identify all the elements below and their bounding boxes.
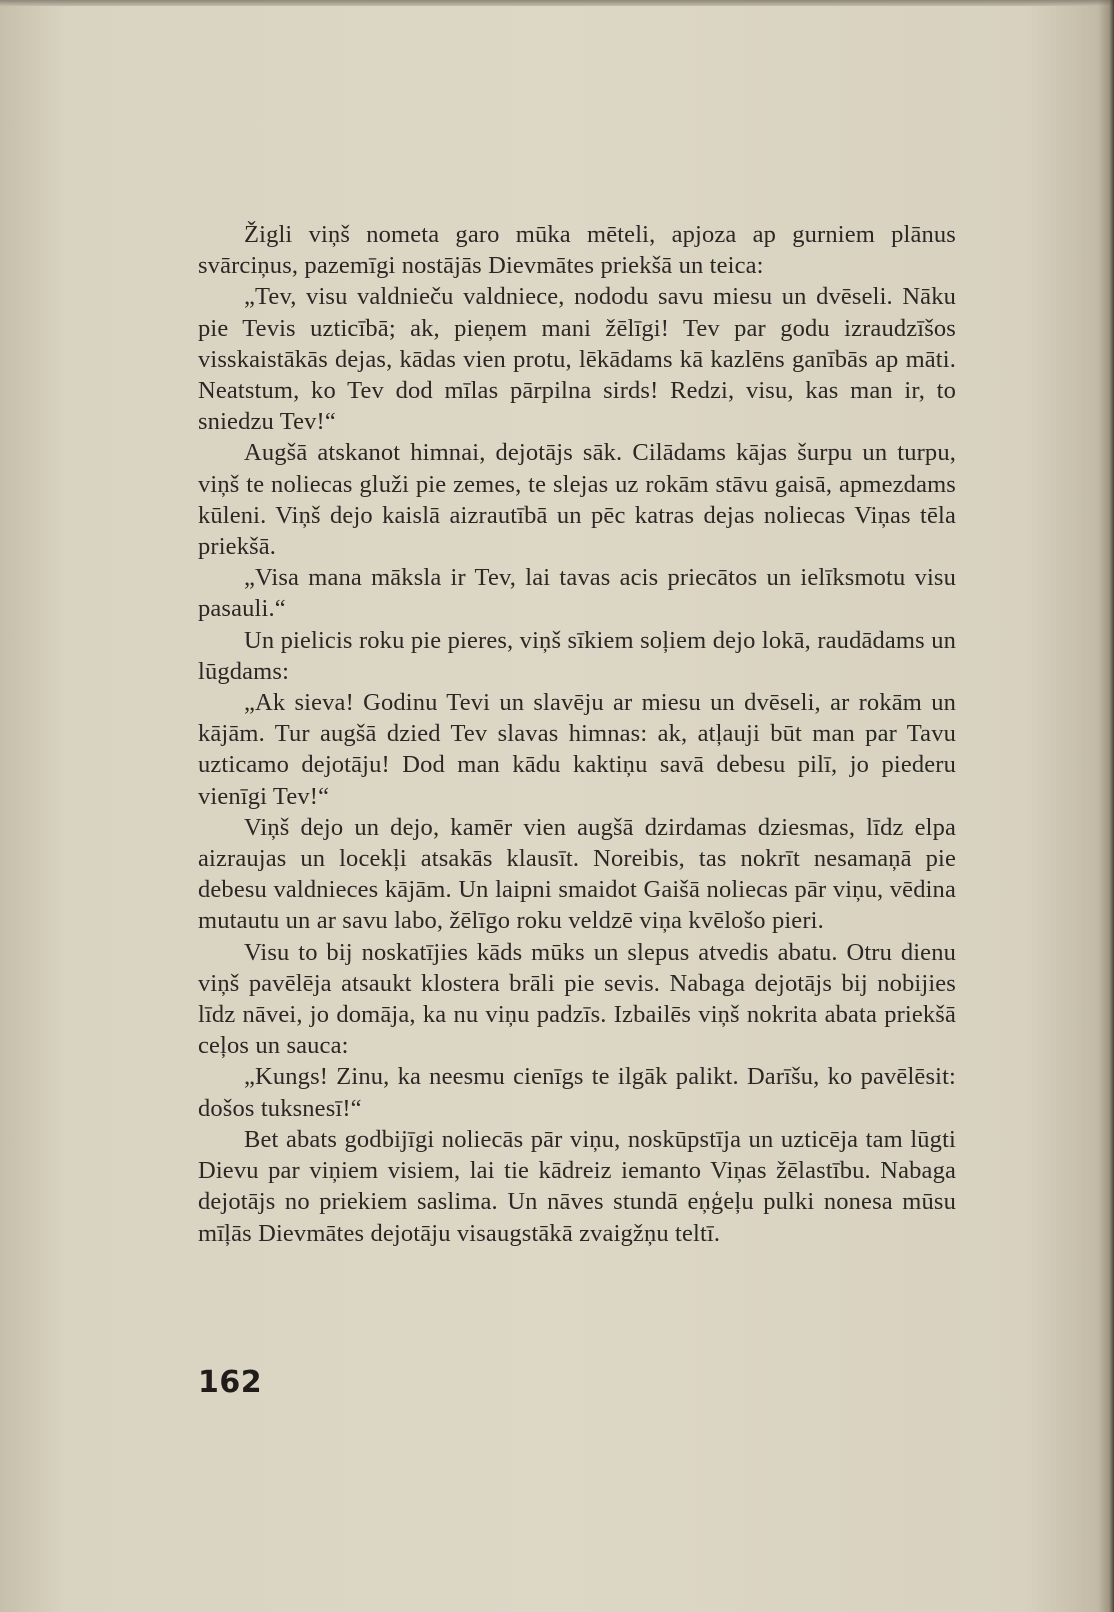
page-binding-edge	[1098, 0, 1114, 1612]
page-top-edge	[0, 0, 1114, 6]
paragraph: „Ak sieva! Godinu Tevi un slavēju ar miesu un dvēseli, ar rokām un kājām. Tur augšā dzied Tev slavas himnas: ak, atļauji būt man par Tavu uzticamo dejotāju! Dod man kādu kaktiņu savā debesu pilī, jo piederu vienīgi Tev!“	[198, 689, 956, 810]
paragraph: Žigli viņš nometa garo mūka mēteli, apjoza ap gurniem plānus svārciņus, pazemīgi nostājās Dievmātes priekšā un teica:	[198, 221, 956, 280]
paragraph: Augšā atskanot himnai, dejotājs sāk. Cilādams kājas šurpu un turpu, viņš te noliecas gluži pie zemes, te slejas uz rokām stāvu gaisā, apmezdams kūleni. Viņš dejo kaislā aizrautībā un pēc katras dejas noliecas Viņas tēla priekšā.	[198, 439, 956, 561]
page-number: 162	[198, 1365, 263, 1400]
paragraph: Un pielicis roku pie pieres, viņš sīkiem soļiem dejo lokā, raudādams un lūgdams:	[198, 626, 956, 685]
paragraph: „Tev, visu valdnieču valdniece, nododu savu miesu un dvēseli. Nāku pie Tevis uzticībā; ak, pieņem mani žēlīgi! Tev par godu izraudzīšos visskaistākās dejas, kādas vien protu, lēkādams kā kazlēns ganībās ap māti. Neatstum, ko Tev dod mīlas pārpilna sirds! Redzi, visu, kas man ir, to sniedzu Tev!“	[198, 283, 956, 436]
body-text	[198, 219, 956, 1249]
paragraph: „Kungs! Zinu, ka neesmu cienīgs te ilgāk palikt. Darīšu, ko pavēlēsit: došos tuksnesī!“	[198, 1063, 956, 1122]
paragraph: Bet abats godbijīgi noliecās pār viņu, noskūpstīja un uzticēja tam lūgti Dievu par viņiem visiem, lai tie kādreiz iemanto Viņas žēlastību. Nabaga dejotājs no priekiem saslima. Un nāves stundā eņģeļu pulki nonesa mūsu mīļās Dievmātes dejotāju visaugstākā zvaigžņu teltī.	[198, 1125, 956, 1247]
paragraph: „Visa mana māksla ir Tev, lai tavas acis priecātos un ielīksmotu visu pasauli.“	[198, 564, 956, 623]
paragraph: Visu to bij noskatījies kāds mūks un slepus atvedis abatu. Otru dienu viņš pavēlēja atsaukt klostera brāli pie sevis. Nabaga dejotājs bij nobijies līdz nāvei, jo domāja, ka nu viņu padzīs. Izbailēs viņš nokrita abata priekšā ceļos un sauca:	[198, 938, 956, 1060]
paragraph: Viņš dejo un dejo, kamēr vien augšā dzirdamas dziesmas, līdz elpa aizraujas un locekļi atsakās klausīt. Noreibis, tas nokrīt nesamaņā pie debesu valdnieces kājām. Un laipni smaidot Gaišā noliecas pār viņu, vēdina mutautu un ar savu labo, žēlīgo roku veldzē viņa kvēlošo pieri.	[198, 813, 956, 935]
